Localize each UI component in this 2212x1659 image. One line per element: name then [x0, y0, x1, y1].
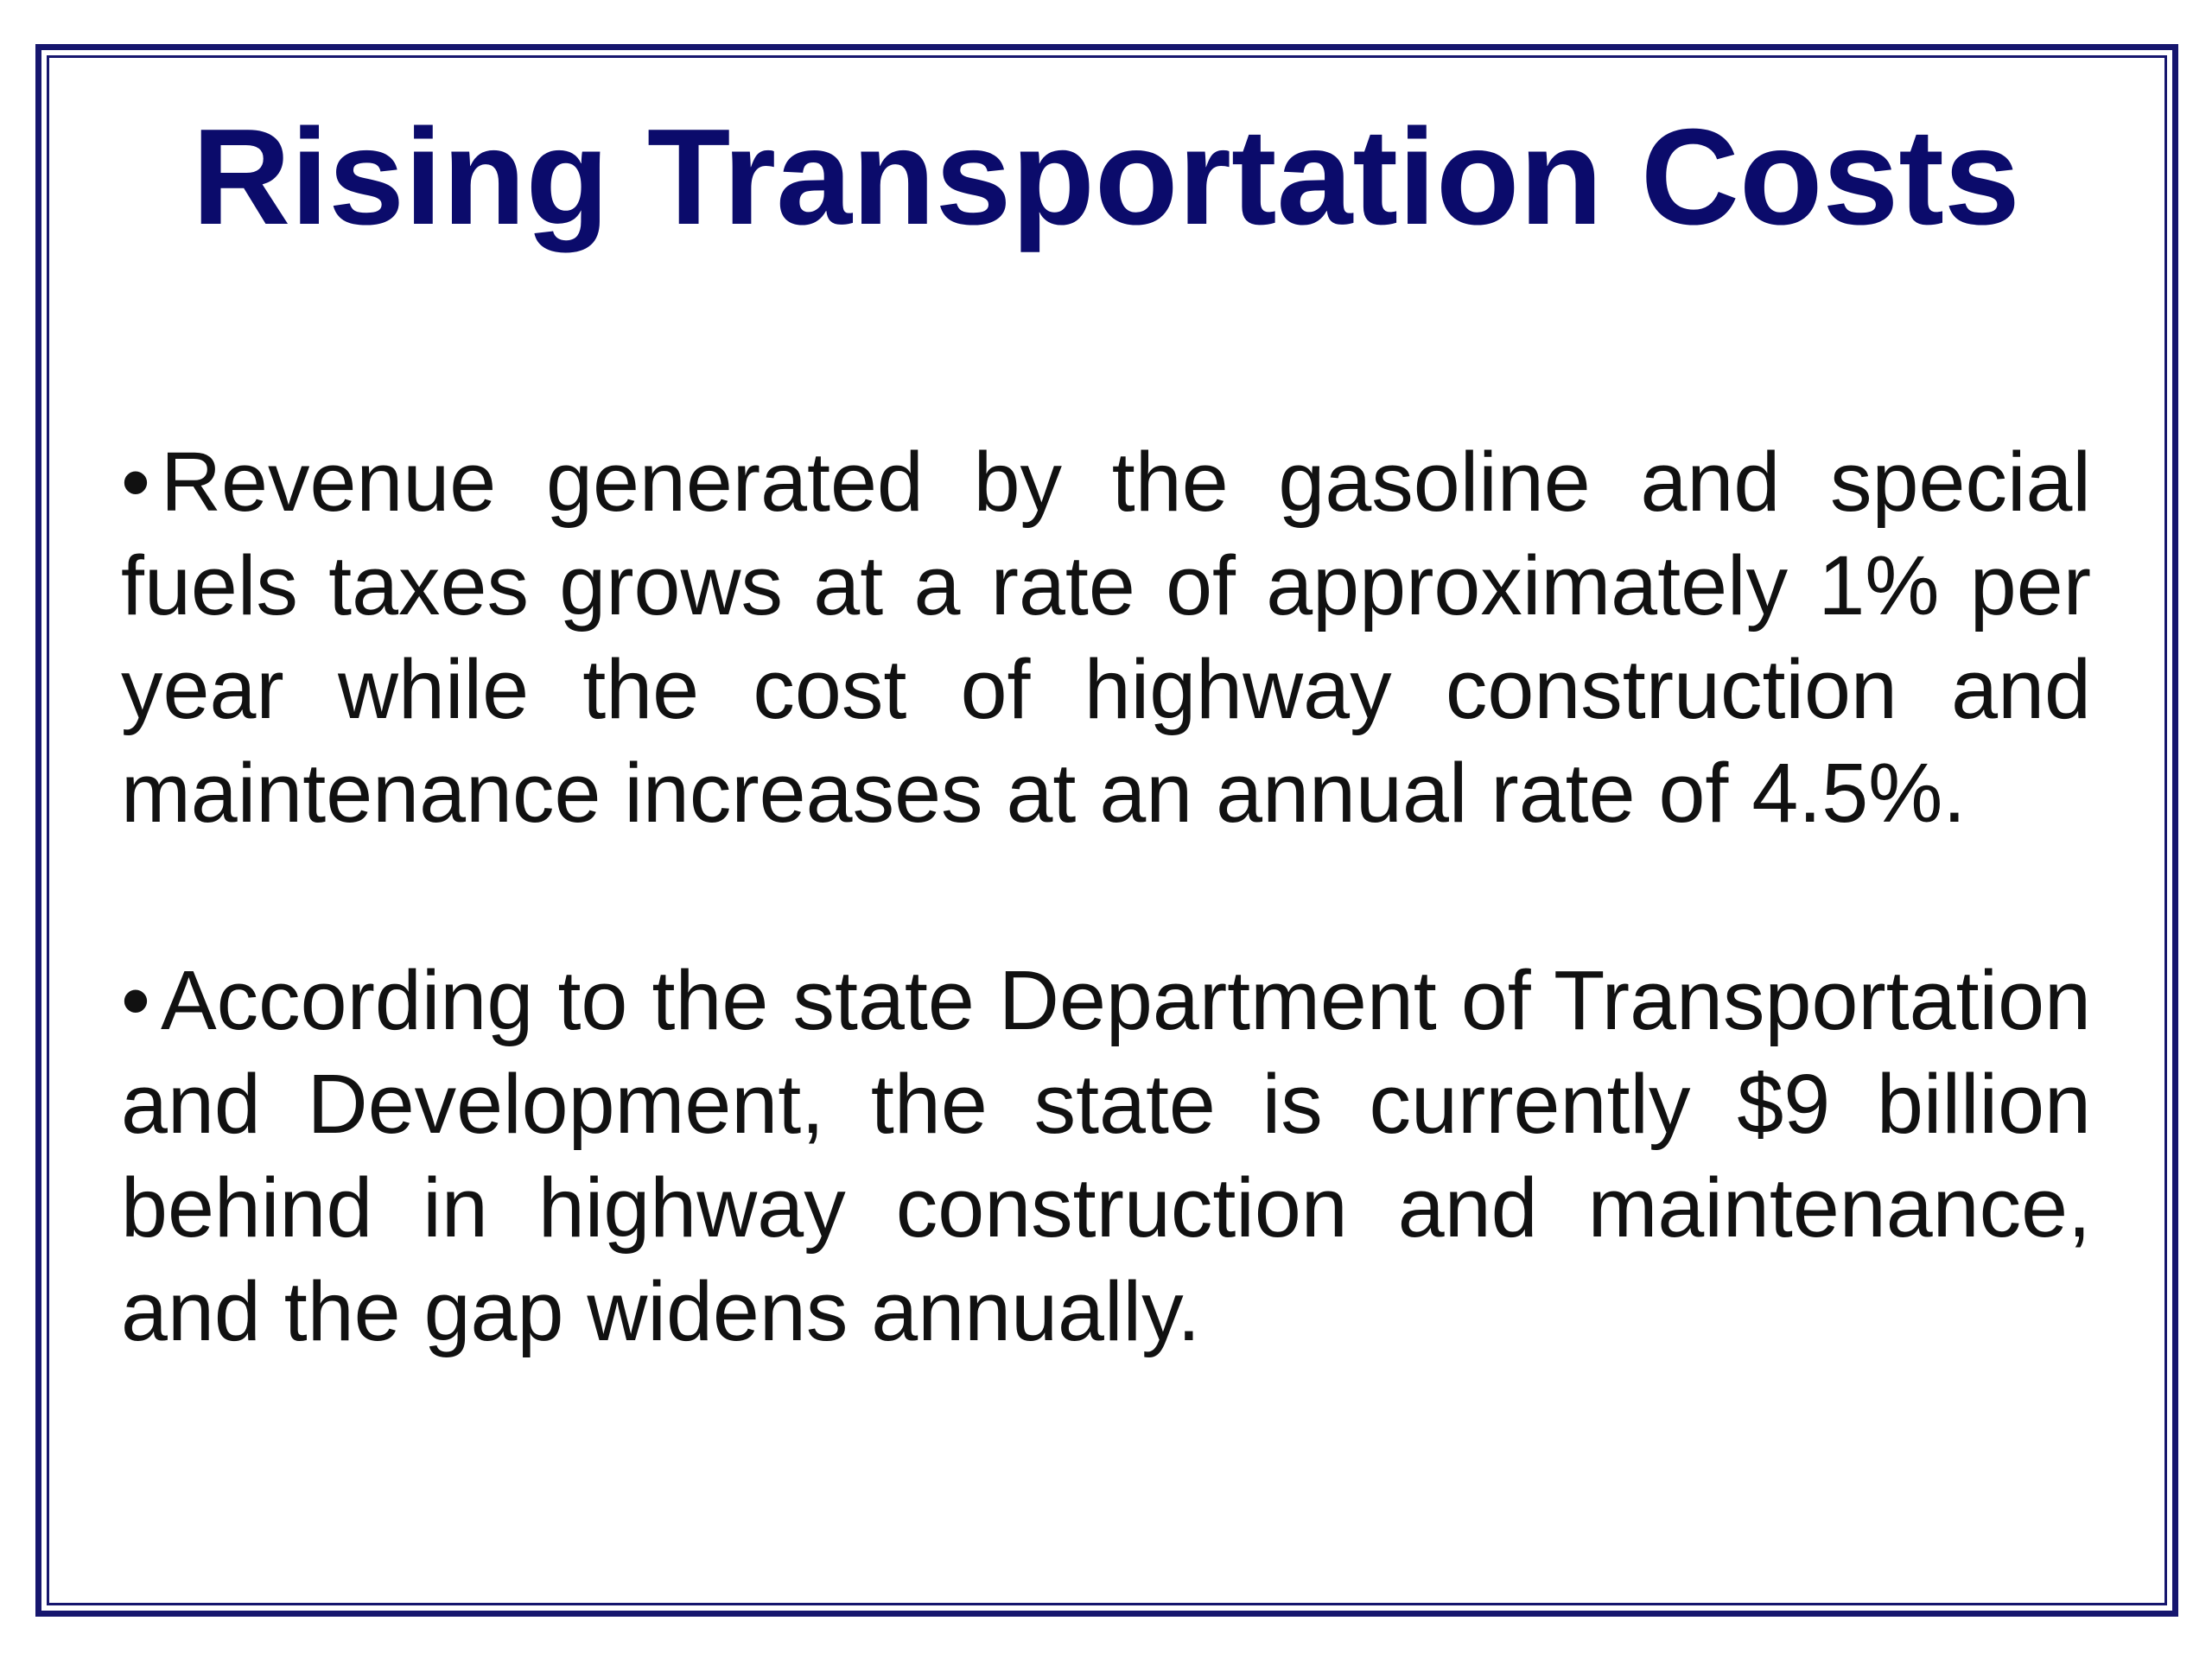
slide-body	[121, 430, 2091, 1467]
bullet-paragraph-2	[121, 949, 2091, 1363]
bullet-text-1: Revenue generated by the gasoline and special fuels taxes grows at a rate of approximately 1% per year while the cost of highway construction and maintenance increases at an annual rate of 4.5%.	[121, 435, 2091, 840]
bullet-text-2: According to the state Department of Transportation and Development, the state is currently $9 billion behind in highway construction and maintenance, and the gap widens annually.	[121, 953, 2091, 1358]
bullet-marker: •	[121, 953, 150, 1047]
bullet-marker: •	[121, 435, 150, 529]
slide-title: Rising Transportation Costs	[192, 101, 2020, 253]
bullet-paragraph-1	[121, 430, 2091, 845]
